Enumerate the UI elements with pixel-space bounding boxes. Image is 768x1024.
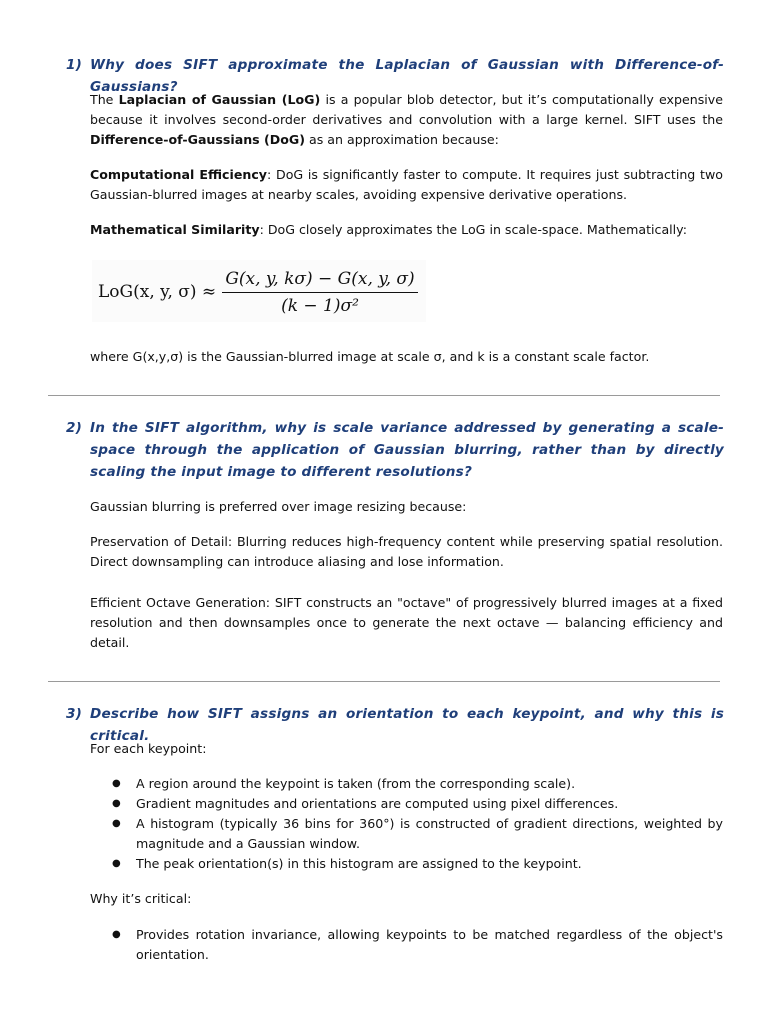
question-text: Why does SIFT approximate the Laplacian of Gaussian with Difference-of-Gaussians?	[90, 57, 724, 95]
question-2-heading	[66, 417, 724, 483]
formula-lhs: LoG(x, y, σ) ≈	[98, 282, 217, 302]
q3-why-label: Why it’s critical:	[90, 891, 192, 906]
question-number: 1)	[66, 57, 83, 73]
text-span: as an approximation because:	[305, 132, 499, 147]
log-dog-formula	[92, 260, 426, 322]
text-span: : DoG is significantly faster to compute. It requires just subtracting two Gaussian-blurred images at nearby scales, avoiding expensive derivative operations.	[90, 167, 723, 202]
q1-intro-paragraph	[90, 90, 723, 150]
keypoint-steps-list	[90, 774, 723, 874]
q1-similarity-paragraph	[90, 220, 723, 240]
list-item: ● A region around the keypoint is taken (from the corresponding scale).	[90, 774, 723, 794]
text-span: : DoG closely approximates the LoG in scale-space. Mathematically:	[259, 222, 687, 237]
formula-numerator: G(x, y, kσ) − G(x, y, σ)	[225, 269, 415, 289]
q1-where-paragraph: where G(x,y,σ) is the Gaussian-blurred image at scale σ, and k is a constant scale factor.	[90, 349, 650, 364]
question-number: 2)	[66, 420, 83, 436]
list-item: ● Provides rotation invariance, allowing keypoints to be matched regardless of the object's orientation.	[90, 925, 723, 965]
critical-reasons-list	[90, 925, 723, 965]
question-text: Describe how SIFT assigns an orientation to each keypoint, and why this is critical.	[90, 706, 724, 744]
formula-denominator: (k − 1)σ²	[281, 296, 359, 316]
list-item: ● Gradient magnitudes and orientations are computed using pixel differences.	[90, 794, 723, 814]
q2-octave-paragraph: Efficient Octave Generation: SIFT constructs an "octave" of progressively blurred images at a fixed resolution and then downsamples once to generate the next octave — balancing efficiency and detail.	[90, 595, 723, 650]
section-divider	[48, 395, 720, 396]
q3-intro-paragraph: For each keypoint:	[90, 741, 207, 756]
list-item: ● A histogram (typically 36 bins for 360°) is constructed of gradient directions, weighted by magnitude and a Gaussian window.	[90, 814, 723, 854]
q2-detail-paragraph: Preservation of Detail: Blurring reduces high-frequency content while preserving spatial resolution. Direct downsampling can introduce aliasing and lose information.	[90, 534, 723, 569]
text-span: The	[90, 92, 119, 107]
fraction-bar	[222, 292, 418, 293]
q2-intro-paragraph: Gaussian blurring is preferred over image resizing because:	[90, 499, 467, 514]
list-item: ● The peak orientation(s) in this histogram are assigned to the keypoint.	[90, 854, 723, 874]
text-span: is a popular blob detector, but it’s computationally expensive because it involves second-order derivatives and convolution with a large kernel. SIFT uses the	[90, 92, 723, 127]
bold-label: Computational Efficiency	[90, 167, 268, 182]
section-divider	[48, 681, 720, 682]
question-number: 3)	[66, 706, 83, 722]
formula-fraction	[222, 268, 418, 317]
bold-term-dog: Difference-of-Gaussians (DoG)	[90, 132, 306, 147]
question-text: In the SIFT algorithm, why is scale variance addressed by generating a scale-space through the application of Gaussian blurring, rather than by directly scaling the input image to different resolutions?	[90, 420, 724, 480]
bold-term-log: Laplacian of Gaussian (LoG)	[118, 92, 321, 107]
bold-label: Mathematical Similarity	[90, 222, 260, 237]
q1-efficiency-paragraph	[90, 165, 723, 205]
